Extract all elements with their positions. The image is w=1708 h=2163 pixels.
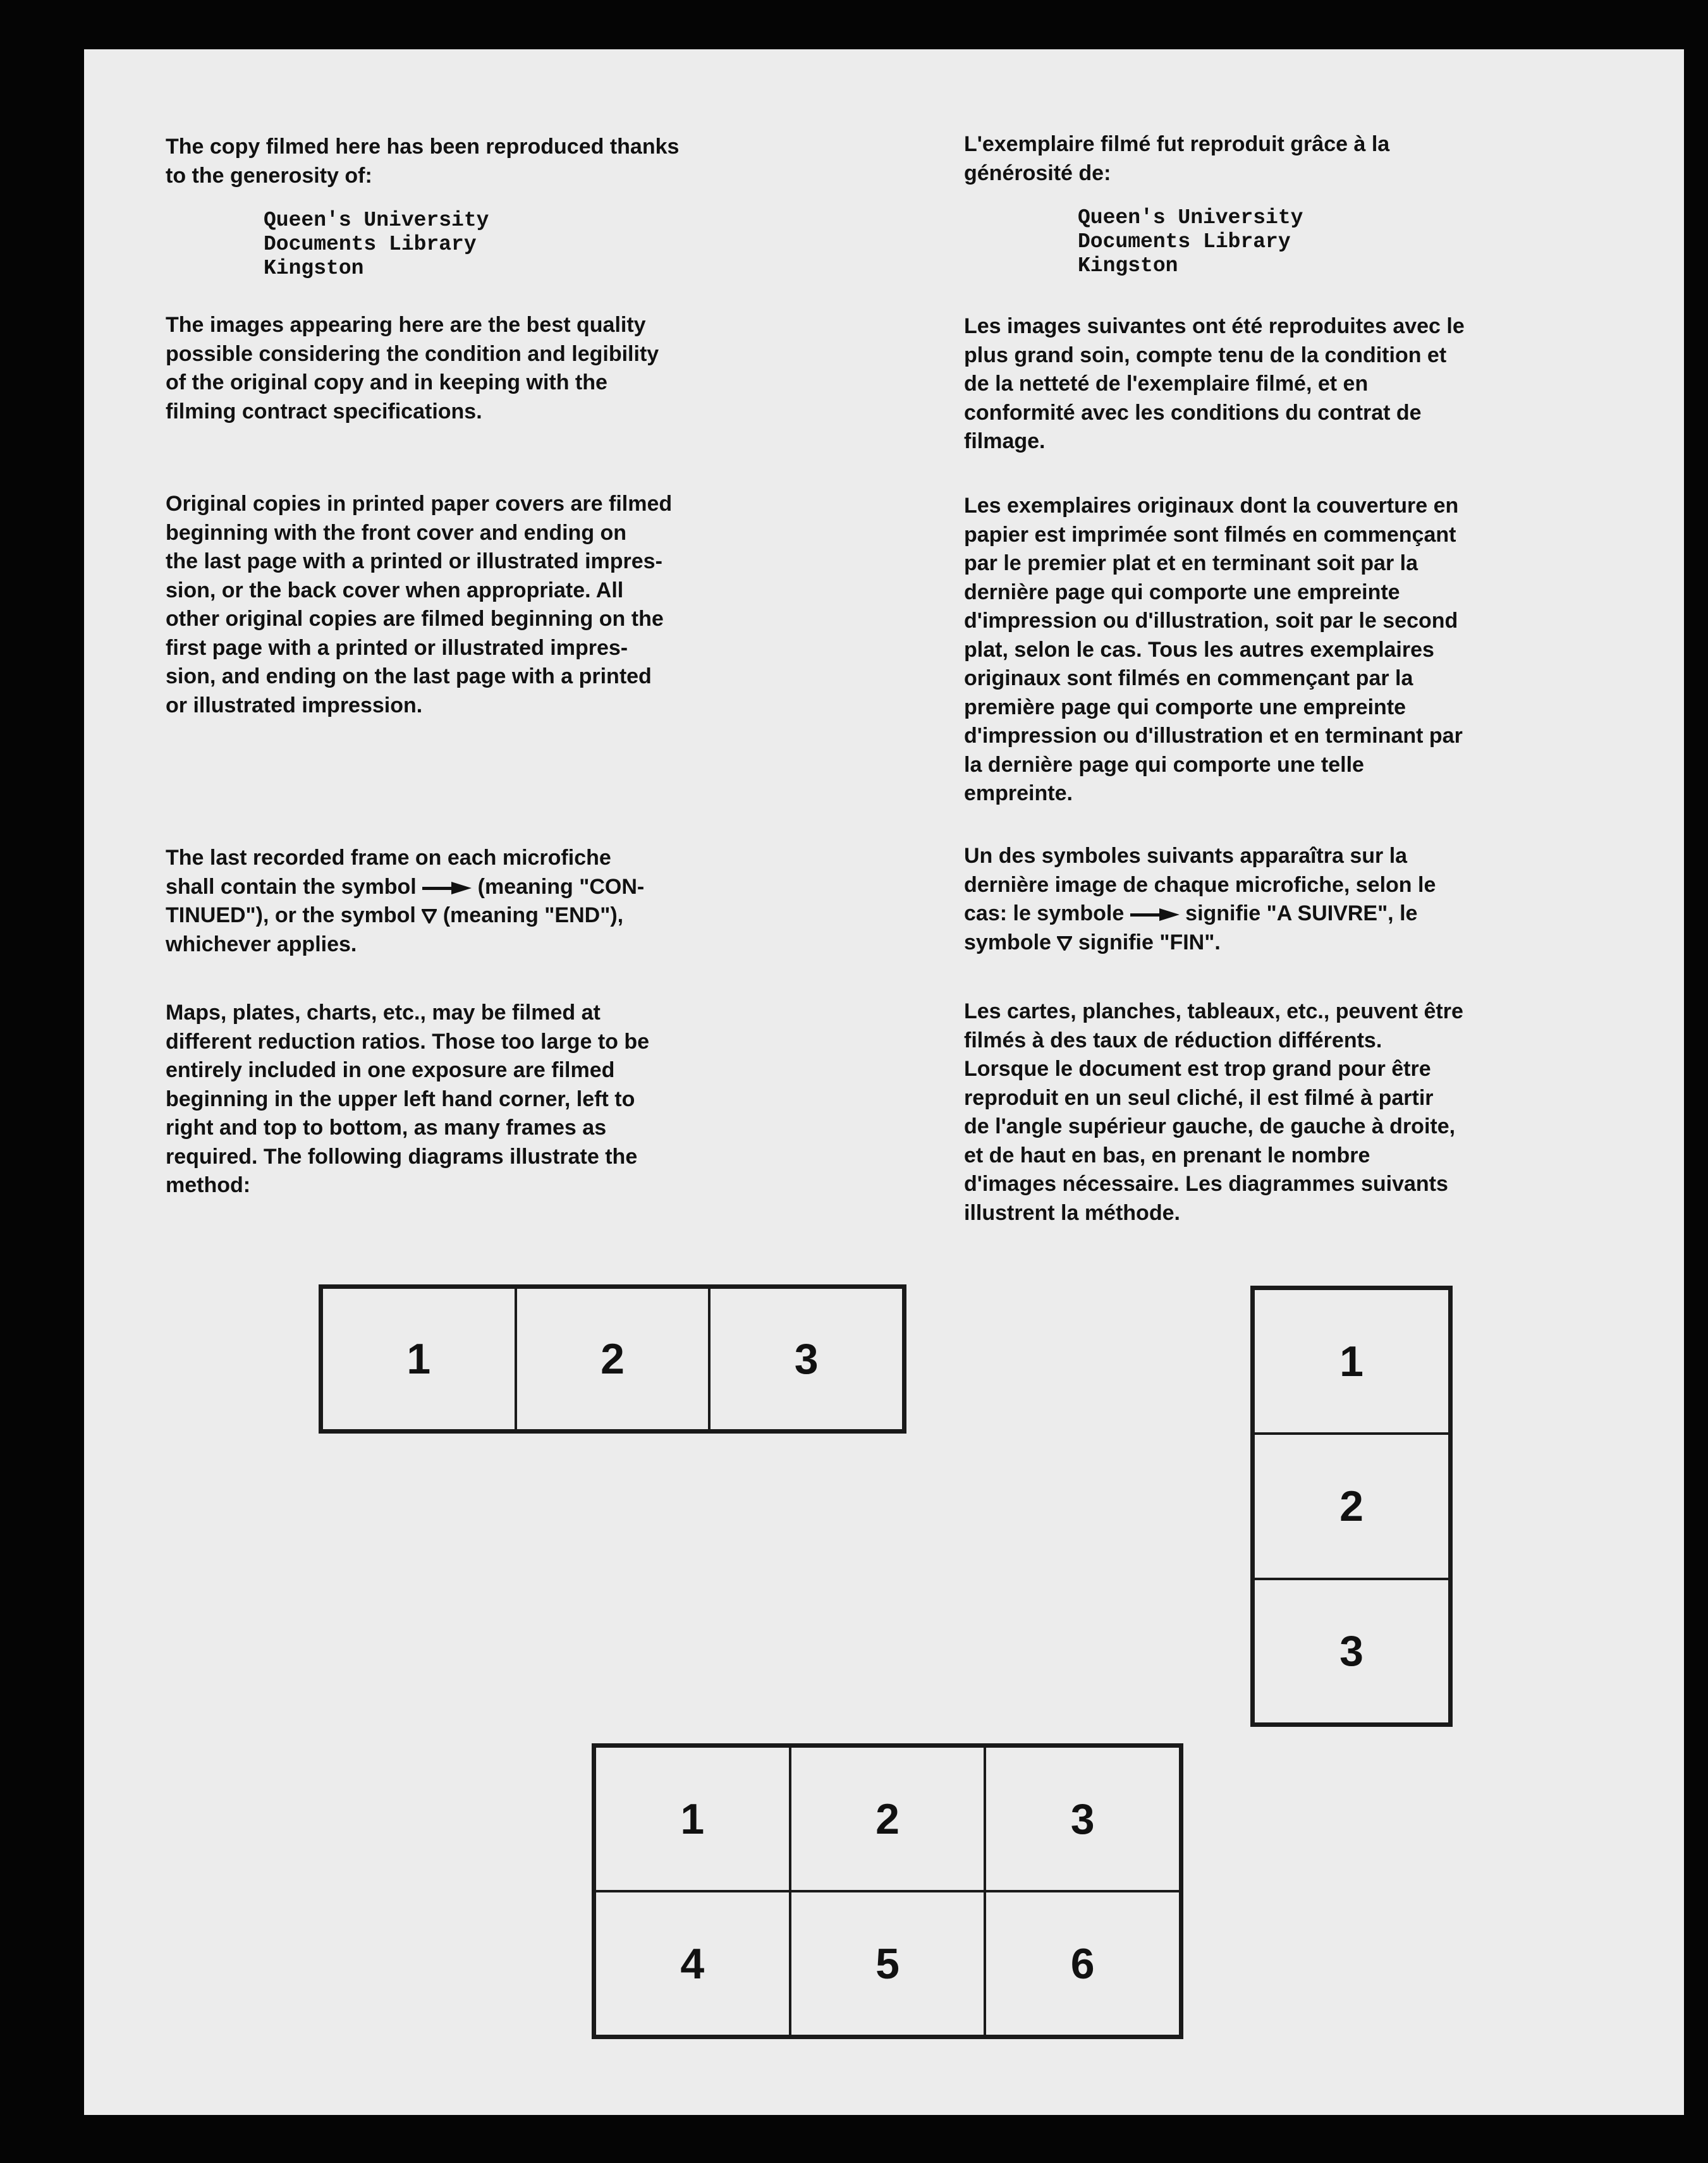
matrix-frames-diagram [592, 1743, 1183, 2039]
french-thanks-paragraph: L'exemplaire filmé fut reproduit grâce à la générosité de: [964, 132, 1390, 185]
vertical-frames-diagram [1250, 1286, 1453, 1727]
continued-arrow-icon [422, 882, 472, 894]
end-triangle-icon [422, 908, 437, 923]
frame-cell: 1 [322, 1288, 516, 1430]
french-symbols-paragraph: Un des symboles suivants apparaîtra sur la dernière image de chaque microfiche, selon le cas: le symbole signifie "A SUIVRE", le symbole signifie "FIN". [964, 844, 1436, 954]
frame-cell: 5 [790, 1891, 985, 2036]
english-symbols-paragraph: The last recorded frame on each microfiche shall contain the symbol (meaning "CON- TINUED"), or the symbol (meaning "END"), whichever applies. [166, 846, 645, 956]
frame-cell: 3 [709, 1288, 903, 1430]
english-library-name: Queen's University Documents Library Kingston [264, 209, 489, 280]
horizontal-frames-diagram [319, 1284, 906, 1434]
french-library-name: Queen's University Documents Library Kingston [1078, 206, 1303, 277]
frame-cell: 2 [516, 1288, 710, 1430]
frame-cell: 1 [1254, 1289, 1449, 1434]
frame-cell: 3 [1254, 1579, 1449, 1724]
english-maps-paragraph: Maps, plates, charts, etc., may be filmed at different reduction ratios. Those too large to be entirely included in one exposure are filmed beginning in the upper left hand corner, left to right and top to bottom, as many frames as required. The following diagrams illustrate the method: [166, 1001, 650, 1197]
a-suivre-arrow-icon [1130, 908, 1180, 921]
french-maps-paragraph: Les cartes, planches, tableaux, etc., peuvent être filmés à des taux de réduction différents. Lorsque le document est trop grand pour être reproduit en un seul cliché, il est filmé à partir de l'angle supérieur gauche, de gauche à droite, et de haut en bas, en prenant le nombre d'images nécessaire. Les diagrammes suivants illustrent la méthode. [964, 999, 1463, 1225]
frame-cell: 4 [595, 1891, 790, 2036]
fin-triangle-icon [1057, 935, 1072, 951]
english-quality-paragraph: The images appearing here are the best quality possible considering the condition and legibility of the original copy and in keeping with the filming contract specifications. [166, 313, 659, 423]
frame-cell: 6 [985, 1891, 1180, 2036]
frame-cell: 3 [985, 1746, 1180, 1891]
frame-cell: 2 [1254, 1434, 1449, 1578]
frame-cell: 1 [595, 1746, 790, 1891]
french-quality-paragraph: Les images suivantes ont été reproduites avec le plus grand soin, compte tenu de la condition et de la netteté de l'exemplaire filmé, et en conformité avec les conditions du contrat de filmage. [964, 314, 1465, 453]
french-covers-paragraph: Les exemplaires originaux dont la couverture en papier est imprimée sont filmés en commençant par le premier plat et en terminant soit par la dernière page qui comporte une empreinte d'impression ou d'illustration, soit par le second plat, selon le cas. Tous les autres exemplaires originaux sont filmés en commençant par la première page qui comporte une empreinte d'impression ou d'illustration et en terminant par la dernière page qui comporte une telle empreinte. [964, 494, 1463, 805]
frame-cell: 2 [790, 1746, 985, 1891]
english-covers-paragraph: Original copies in printed paper covers are filmed beginning with the front cover and ending on the last page with a printed or illustrated impres- sion, or the back cover when appropriate. All other original copies are filmed beginning on the first page with a printed or illustrated impres- sion, and ending on the last page with a printed or illustrated impression. [166, 492, 673, 717]
english-thanks-paragraph: The copy filmed here has been reproduced thanks to the generosity of: [166, 135, 680, 188]
